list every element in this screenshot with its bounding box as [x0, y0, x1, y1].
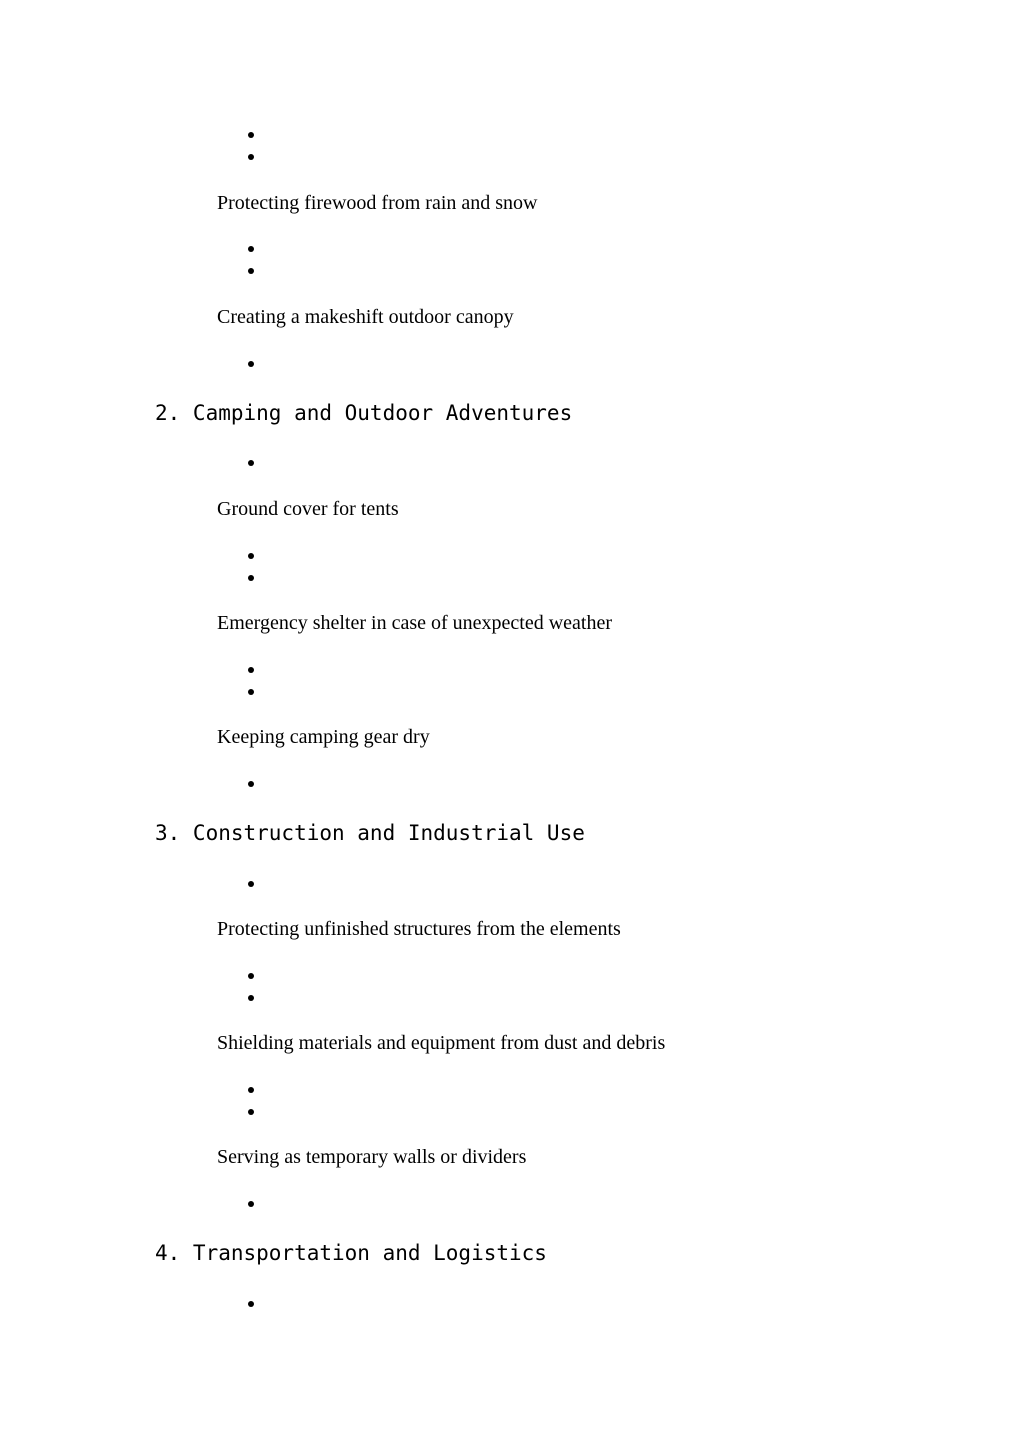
- bullet: [248, 667, 254, 673]
- section-heading: 4. Transportation and Logistics: [155, 1241, 547, 1265]
- list-item: Keeping camping gear dry: [217, 726, 430, 748]
- bullet: [248, 995, 254, 1001]
- list-item: Shielding materials and equipment from dust and debris: [217, 1032, 666, 1054]
- bullet: [248, 689, 254, 695]
- bullet: [248, 781, 254, 787]
- list-item: Creating a makeshift outdoor canopy: [217, 306, 514, 328]
- bullet: [248, 1087, 254, 1093]
- bullet: [248, 361, 254, 367]
- bullet: [248, 1301, 254, 1307]
- list-item: Emergency shelter in case of unexpected weather: [217, 612, 612, 634]
- bullet: [248, 575, 254, 581]
- section-heading: 2. Camping and Outdoor Adventures: [155, 401, 573, 425]
- bullet: [248, 1201, 254, 1207]
- section-heading: 3. Construction and Industrial Use: [155, 821, 585, 845]
- bullet: [248, 154, 254, 160]
- list-item: Serving as temporary walls or dividers: [217, 1146, 527, 1168]
- bullet: [248, 881, 254, 887]
- bullet: [248, 268, 254, 274]
- bullet: [248, 1109, 254, 1115]
- bullet: [248, 132, 254, 138]
- bullet: [248, 246, 254, 252]
- bullet: [248, 460, 254, 466]
- list-item: Ground cover for tents: [217, 498, 399, 520]
- bullet: [248, 973, 254, 979]
- bullet: [248, 553, 254, 559]
- list-item: Protecting unfinished structures from the elements: [217, 918, 621, 940]
- list-item: Protecting firewood from rain and snow: [217, 192, 538, 214]
